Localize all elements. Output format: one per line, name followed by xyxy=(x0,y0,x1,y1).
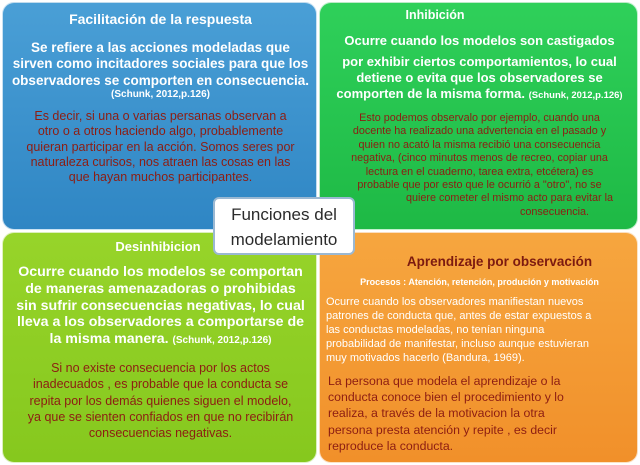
facilitacion-definition xyxy=(3,40,317,102)
inhibicion-ex-line: consecuencia. xyxy=(519,205,590,218)
facilitacion-ex-line: otro o a otros haciendo algo, probablemente xyxy=(37,124,284,139)
inhibicion-ex-line: lectura en el cuaderno, tarea extra, etcétera) es xyxy=(365,165,594,178)
aprendizaje-ex-line: La persona que modela el aprendizaje o la xyxy=(328,374,561,388)
desinhibicion-title: Desinhibicion xyxy=(115,239,201,254)
desinhibicion-def-last xyxy=(3,331,317,348)
center-title-line: Funciones del xyxy=(231,205,337,224)
inhibicion-def-line: Ocurre cuando los modelos son castigados xyxy=(344,33,615,48)
facilitacion-def-line: sirven como incitadores sociales para que los xyxy=(12,56,309,72)
desinhibicion-ex-line: repita por los demás quienes siguen el modelo, xyxy=(29,393,292,408)
center-title-line: modelamiento xyxy=(230,230,338,249)
inhibicion-ex-line: docente ha realizado una advertencia en el pasado y xyxy=(352,125,607,138)
aprendizaje-definition xyxy=(326,295,638,365)
facilitacion-citation: (Schunk, 2012,p.126) xyxy=(111,89,210,101)
facilitacion-ex-line: que hayan muchos participantes. xyxy=(68,170,253,184)
desinhibicion-definition xyxy=(3,264,317,348)
aprendizaje-ex-line: reproduce la conducta. xyxy=(328,438,454,453)
aprendizaje-ex-line: persona presta atención y repite , es decir xyxy=(328,422,557,437)
desinhibicion-def-line: Ocurre cuando los modelos se comportan xyxy=(18,264,303,280)
facilitacion-ex-line: quieran participar en la acción. Somos seres por xyxy=(26,139,295,154)
facilitacion-def-line: observadores se comporten en consecuencia. xyxy=(11,72,310,88)
inhibicion-definition xyxy=(320,33,638,101)
aprendizaje-example xyxy=(328,373,638,454)
aprendizaje-ex-line: realiza, a través de la motivacion la otra xyxy=(328,406,545,421)
desinhibicion-example xyxy=(3,360,317,441)
desinhibicion-def-line: la misma manera. xyxy=(49,331,169,347)
aprendizaje-title: Aprendizaje por observación xyxy=(406,254,593,269)
inhibicion-quadrant xyxy=(319,2,638,230)
aprendizaje-def-line: patrones de conducta que, antes de estar expuestos a xyxy=(326,310,592,323)
center-title-box xyxy=(213,197,355,255)
aprendizaje-def-line: Ocurre cuando los observadores manifiestan nuevos xyxy=(326,296,584,308)
aprendizaje-subtitle: Procesos : Atención, retención, produción y motivación xyxy=(360,277,599,287)
desinhibicion-quadrant xyxy=(2,232,317,463)
inhibicion-ex-line: negativa, (cinco minutos menos de recreo, copiar una xyxy=(351,152,608,165)
inhibicion-def-line: comporten de la misma forma. xyxy=(336,85,525,101)
facilitacion-def-line: Se refiere a las acciones modeladas que xyxy=(31,40,290,55)
desinhibicion-ex-line: ya que se sienten confiados en que no recibirán xyxy=(27,409,294,424)
inhibicion-ex-line: quien no acató la misma recibió una consecuencia xyxy=(358,138,601,151)
facilitacion-title: Facilitación de la respuesta xyxy=(69,11,252,27)
inhibicion-citation: (Schunk, 2012,p.126) xyxy=(528,89,623,101)
aprendizaje-ex-line: conducta conoce bien el procedimiento y lo xyxy=(328,390,564,405)
facilitacion-example xyxy=(3,109,317,185)
aprendizaje-quadrant xyxy=(319,232,638,463)
inhibicion-def-line: detiene o evita que los observadores se xyxy=(356,69,603,85)
inhibicion-title: Inhibición xyxy=(405,8,465,22)
desinhibicion-citation: (Schunk, 2012,p.126) xyxy=(172,335,272,346)
aprendizaje-def-line: probabilidad de manifestar, incluso aunque estuvieran xyxy=(326,338,589,351)
inhibicion-ex-line: quiere cometer el mismo acto para evitar la xyxy=(405,192,614,205)
facilitacion-ex-line: Es decir, si una o varias persanas observan a xyxy=(34,109,287,123)
desinhibicion-def-line: lleva a los observadores a comportarse de xyxy=(16,314,305,331)
inhibicion-def-last xyxy=(320,86,638,102)
desinhibicion-ex-line: inadecuados , es probable que la conducta se xyxy=(32,377,289,392)
desinhibicion-def-line: de maneras amenazadoras o prohibidas xyxy=(25,280,296,297)
desinhibicion-ex-line: consecuencias negativas. xyxy=(88,426,233,440)
aprendizaje-def-line: las conductas modeladas, no tenían ninguna xyxy=(326,324,545,337)
inhibicion-def-line: por exhibir ciertos comportamientos, lo cual xyxy=(342,53,617,69)
facilitacion-ex-line: naturaleza curisos, nos atraen las cosas en las xyxy=(30,154,291,169)
inhibicion-ex-line: Esto podemos observalo por ejemplo, cuando una xyxy=(359,112,600,124)
aprendizaje-def-line: muy motivados hacerlo (Bandura, 1969). xyxy=(326,352,525,365)
inhibicion-example xyxy=(320,112,638,219)
desinhibicion-ex-line: Si no existe consecuencia por los actos xyxy=(51,361,270,375)
inhibicion-ex-line: probable que por esto que le ocurrió a "otro", no se xyxy=(357,178,602,191)
facilitacion-quadrant xyxy=(2,2,317,230)
desinhibicion-def-line: sin sufrir consecuencias negativas, lo cual xyxy=(16,297,305,314)
